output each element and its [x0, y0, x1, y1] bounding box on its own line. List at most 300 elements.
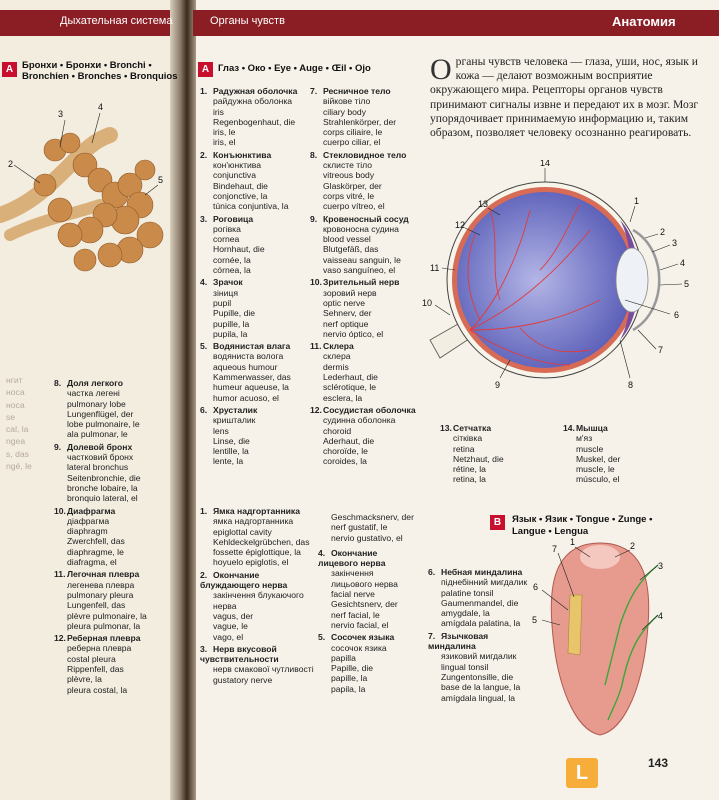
term-entry	[200, 277, 310, 339]
term-translation: corps vitré, le	[323, 190, 375, 201]
term-translation: Gaumenmandel, die	[441, 597, 519, 608]
eye-label: 14	[540, 160, 551, 168]
intro-paragraph	[430, 55, 700, 140]
term-translation: plèvre pulmonaire, la	[67, 610, 147, 621]
term-translation: сосочок язика	[331, 642, 387, 653]
term-translation: рогівка	[213, 223, 241, 234]
tongue-terms-column-1	[200, 506, 318, 687]
term-entry	[54, 633, 172, 695]
term-translation: costal pleura	[67, 653, 116, 664]
term-translation: pupille, la	[213, 318, 250, 329]
eye-section-title: Глаз • Око • Eye • Auge • Œil • Ojo	[218, 63, 371, 74]
term-title: Ямка надгортанника	[213, 506, 301, 516]
term-number: 10.	[310, 277, 322, 288]
fragment-line: s, das	[6, 448, 29, 459]
term-title: Нерв вкусовой чувствительности	[200, 643, 279, 665]
tongue-title-line1: Язык • Язик • Tongue • Zunge •	[512, 514, 653, 525]
term-translation: humor acuoso, el	[213, 392, 279, 403]
term-translation: зоровий нерв	[323, 287, 377, 298]
tongue-label: 1	[570, 537, 576, 547]
tongue-shape	[551, 543, 648, 735]
term-translation: lateral bronchus	[67, 462, 129, 473]
term-translation: Lederhaut, die	[323, 372, 378, 383]
term-translation: choroid	[323, 425, 352, 436]
term-number: 8.	[310, 149, 318, 160]
term-translation: Muskel, der	[576, 453, 621, 464]
term-translation: blood vessel	[323, 234, 371, 245]
term-entry	[200, 570, 318, 642]
term-translation: iris, le	[213, 127, 236, 138]
fragment-line: нгит	[6, 375, 23, 385]
eye-terms-column-4	[563, 423, 673, 487]
term-translation: Geschmacksnerv, der	[331, 512, 414, 522]
term-translation: Hornhaut, die	[213, 244, 265, 255]
term-heading	[440, 423, 550, 433]
term-entry	[318, 548, 418, 630]
term-heading	[54, 442, 172, 452]
term-title: Долевой бронх	[67, 441, 133, 452]
page-number: 143	[648, 756, 669, 770]
term-translation: amygdale, la	[441, 608, 490, 619]
eye-diagram	[420, 160, 710, 395]
tongue-col2-continuation	[318, 512, 418, 543]
term-entry	[200, 506, 318, 568]
term-heading	[54, 633, 172, 643]
term-translation: cornea	[213, 234, 240, 245]
term-entry	[54, 569, 172, 631]
tongue-label: 6	[533, 582, 539, 592]
term-title: Сосочек языка	[331, 632, 395, 643]
epiglottis-shape	[580, 545, 620, 569]
term-entry	[318, 632, 418, 694]
term-number: 3.	[200, 213, 208, 224]
bronchi-label: 5	[158, 175, 164, 185]
term-translation: muscle, le	[576, 464, 615, 475]
bronchi-title-line1: Бронхи • Бронхи • Bronchi •	[22, 60, 152, 71]
term-translation: язиковий мигдалик	[441, 651, 517, 662]
term-translation: реберна плевра	[67, 643, 132, 654]
eye-label: 8	[628, 380, 634, 390]
term-number: 7.	[428, 630, 436, 641]
term-entry	[54, 378, 172, 440]
term-heading	[200, 214, 310, 224]
term-title: Сосудистая оболочка	[323, 404, 416, 415]
term-translation: кровоносна судина	[323, 223, 399, 234]
term-translation: судинна оболонка	[323, 415, 396, 426]
term-title: Сетчатка	[453, 423, 492, 433]
term-translation: muscle	[576, 443, 604, 454]
term-translation: частковий бронх	[67, 452, 134, 463]
term-title: Роговица	[213, 213, 254, 224]
term-translation: нерв смакової чутливості	[213, 664, 314, 675]
term-title: Кровеносный сосуд	[323, 213, 409, 224]
vitreous-body-shape	[457, 192, 633, 368]
term-translation: choroïde, le	[323, 446, 368, 457]
term-number: 13.	[440, 423, 452, 433]
term-entry	[54, 442, 172, 504]
bronchi-title-line2: Bronchien • Bronches • Bronquios	[22, 71, 178, 82]
term-translation: закінчення блукаючого	[213, 590, 304, 601]
term-translation: Netzhaut, die	[453, 453, 504, 464]
term-translation: Papille, die	[331, 663, 374, 674]
term-title: Окончание блуждающего нерва	[200, 569, 288, 591]
term-translation: ala pulmonar, le	[67, 429, 128, 440]
term-entry	[440, 423, 550, 485]
term-number: 11.	[54, 569, 66, 580]
term-title: Ресничное тело	[323, 86, 391, 96]
term-translation: частка легені	[67, 388, 120, 399]
term-translation: vagus, der	[213, 610, 254, 621]
term-number: 10.	[54, 505, 66, 516]
term-title: Доля легкого	[67, 378, 123, 388]
eye-label: 9	[495, 380, 501, 390]
term-translation: hoyuelo epiglotis, el	[213, 557, 289, 568]
term-translation: Regenbogenhaut, die	[213, 116, 296, 127]
tongue-terms-column-2	[318, 512, 418, 696]
term-translation: córnea, la	[213, 265, 251, 276]
term-translation: Zwerchfell, das	[67, 536, 125, 547]
term-title: Зрительный нерв	[323, 277, 400, 288]
term-translation: bronquio lateral, el	[67, 493, 138, 504]
term-heading	[200, 150, 310, 160]
term-translation: cuerpo ciliar, el	[323, 137, 381, 148]
term-title: Легочная плевра	[67, 569, 140, 580]
term-translation: iris	[213, 106, 224, 117]
fragment-line: cal, la	[6, 424, 29, 435]
bronchi-label: 4	[98, 102, 104, 112]
term-translation: сітківка	[453, 433, 483, 444]
tongue-title-line2: Langue • Lengua	[512, 526, 589, 537]
term-translation: Glaskörper, der	[323, 180, 382, 191]
term-translation: lentille, la	[213, 446, 249, 457]
term-translation: humeur aqueuse, la	[213, 382, 289, 393]
tongue-label: 7	[552, 544, 558, 554]
term-number: 6.	[428, 567, 436, 577]
term-heading	[200, 341, 310, 351]
eye-label: 10	[422, 298, 433, 308]
term-entry	[310, 341, 425, 403]
term-translation: nerf gustatif, le	[331, 522, 388, 533]
term-title: Реберная плевра	[67, 633, 141, 644]
right-header-text: Анатомия	[612, 14, 676, 29]
term-heading	[200, 644, 318, 665]
term-translation: corps ciliaire, le	[323, 127, 383, 138]
term-translation: Linse, die	[213, 435, 250, 446]
term-title: Язычковая миндалина	[428, 630, 489, 652]
watermark-logo: L	[566, 758, 598, 788]
term-number: 5.	[318, 632, 326, 643]
term-translation: водяниста волога	[213, 351, 284, 362]
term-translation: склисте тіло	[323, 160, 373, 171]
term-translation: túnica conjuntiva, la	[213, 201, 289, 212]
term-entry	[200, 86, 310, 148]
term-heading	[310, 150, 425, 160]
term-translation: lingual tonsil	[441, 661, 489, 672]
term-translation: amígdala lingual, la	[441, 692, 516, 703]
term-entry	[54, 506, 172, 568]
term-translation: Strahlenkörper, der	[323, 116, 397, 127]
term-number: 4.	[200, 277, 208, 288]
term-translation: lente, la	[213, 456, 244, 467]
eye-label: 12	[455, 220, 466, 230]
term-title: Мышца	[576, 423, 608, 433]
tongue-terms-column-3	[428, 567, 538, 705]
term-entry	[428, 631, 538, 703]
term-entry	[200, 214, 310, 276]
term-translation: base de la langue, la	[441, 682, 521, 693]
term-translation: pupila, la	[213, 328, 248, 339]
eye-label: 3	[672, 238, 678, 248]
term-heading	[54, 378, 172, 388]
eye-label: 2	[660, 227, 666, 237]
term-translation: vaisseau sanguin, le	[323, 254, 401, 265]
term-translation: retina	[453, 443, 475, 454]
term-translation: ямка надгортанника	[213, 516, 294, 527]
term-translation: rétine, la	[453, 464, 486, 475]
term-number: 14.	[563, 423, 575, 433]
term-translation: Lungenfell, das	[67, 600, 126, 611]
eye-label: 13	[478, 199, 489, 209]
term-translation: esclera, la	[323, 392, 363, 403]
term-translation: diafragma, el	[67, 557, 117, 568]
term-translation: diaphragme, le	[67, 546, 124, 557]
book-gutter	[170, 0, 196, 800]
term-number: 7.	[310, 86, 318, 96]
intro-text: рганы чувств человека — глаза, уши, нос, язык и кожа — делают возможным восприятие окружающего мира. Рецепторы органов чувств принимают сигналы извне и передают их в мозг. Мозг упорядочивает принимаемую информацию и, таким образом, позволяет человеку осознанно реагировать.	[430, 55, 699, 140]
term-translation: Seitenbronchie, die	[67, 472, 141, 483]
section-a-badge: A	[198, 62, 213, 77]
term-translation: кришталик	[213, 415, 256, 426]
fragment-line: ngea	[6, 436, 26, 447]
term-number: 4.	[318, 547, 326, 558]
term-translation: amígdala palatina, la	[441, 618, 521, 629]
term-heading	[428, 631, 538, 652]
term-translation: vague, le	[213, 621, 248, 632]
term-entry	[310, 214, 425, 276]
term-translation: bronche lobaire, la	[67, 482, 138, 493]
drop-cap: О	[430, 53, 452, 86]
tongue-label: 3	[658, 561, 664, 571]
term-translation: diaphragm	[67, 526, 108, 537]
term-heading	[200, 277, 310, 287]
tongue-label: 5	[532, 615, 538, 625]
term-translation: optic nerve	[323, 297, 366, 308]
eye-label: 1	[634, 196, 640, 206]
leader-line	[14, 165, 40, 183]
term-heading	[563, 423, 673, 433]
term-translation: діафрагма	[67, 515, 110, 526]
term-translation: cornée, la	[213, 254, 251, 265]
term-translation: зіниця	[213, 287, 238, 298]
term-heading	[200, 86, 310, 96]
term-translation: retina, la	[453, 474, 486, 485]
term-translation: нерва	[213, 600, 237, 611]
term-heading	[54, 506, 172, 516]
term-translation: війкове тіло	[323, 96, 371, 107]
term-translation: gustatory nerve	[213, 674, 273, 685]
term-translation: Sehnerv, der	[323, 308, 372, 319]
term-translation: nervio gustativo, el	[331, 532, 403, 543]
term-number: 8.	[54, 378, 62, 388]
term-translation: dermis	[323, 361, 349, 372]
term-translation: кон'юнктива	[213, 160, 262, 171]
term-heading	[310, 86, 425, 96]
fragment-line: носа	[6, 387, 25, 398]
bronchi-terms-column	[54, 378, 172, 697]
term-translation: pulmonary lobe	[67, 398, 126, 409]
term-entry	[200, 405, 310, 467]
term-number: 3.	[200, 643, 208, 654]
term-translation: Lungenflügel, der	[67, 408, 134, 419]
term-translation: fossette épiglottique, la	[213, 547, 301, 558]
eye-label: 7	[658, 345, 664, 355]
term-translation: Blutgefäß, das	[323, 244, 379, 255]
fragment-line: se	[6, 411, 16, 422]
term-translation: sclérotique, le	[323, 382, 377, 393]
term-number: 1.	[200, 86, 208, 96]
term-translation: facial nerve	[331, 589, 375, 600]
term-heading	[310, 405, 425, 415]
tongue-col2-entries	[318, 548, 418, 694]
term-heading	[318, 548, 418, 569]
term-translation: nervio óptico, el	[323, 328, 384, 339]
tonsil-shape	[568, 595, 582, 655]
term-entry	[310, 150, 425, 212]
section-a-badge-left: A	[2, 62, 17, 77]
term-heading	[310, 341, 425, 351]
term-translation: Bindehaut, die	[213, 180, 268, 191]
term-translation: pleura pulmonar, la	[67, 620, 141, 631]
term-translation: plèvre, la	[67, 674, 102, 685]
term-entry	[310, 86, 425, 148]
term-number: 9.	[54, 441, 62, 452]
fragment-line: носа	[6, 399, 25, 410]
term-translation: aqueous humour	[213, 361, 278, 372]
term-translation: лицьового нерва	[331, 578, 398, 589]
term-translation: Gesichtsnerv, der	[331, 599, 398, 610]
term-entry	[200, 150, 310, 212]
term-translation: райдужна оболонка	[213, 96, 293, 107]
term-title: Стекловидное тело	[323, 149, 407, 160]
term-translation: lens	[213, 425, 229, 436]
term-translation: epiglottal cavity	[213, 526, 272, 537]
eye-label: 5	[684, 279, 690, 289]
term-entry	[310, 277, 425, 339]
term-number: 9.	[310, 213, 318, 224]
term-translation: Kammerwasser, das	[213, 372, 291, 383]
term-title: Конъюнктива	[213, 149, 272, 160]
term-heading	[200, 570, 318, 591]
term-title: Зрачок	[213, 277, 243, 288]
term-translation: nerf facial, le	[331, 609, 380, 620]
tongue-label: 4	[658, 611, 664, 621]
term-translation: nervio facial, el	[331, 619, 389, 630]
term-entry	[200, 644, 318, 685]
term-heading	[318, 632, 418, 642]
term-translation: vitreous body	[323, 170, 375, 181]
term-entry	[310, 405, 425, 467]
term-translation: coroides, la	[323, 456, 367, 467]
term-heading	[54, 569, 172, 579]
term-translation: піднебінний мигдалик	[441, 577, 528, 588]
term-translation: м'яз	[576, 433, 593, 444]
term-title: Небная миндалина	[441, 567, 523, 577]
eye-label: 11	[430, 263, 440, 273]
left-header-text: Дыхательная система	[60, 15, 173, 27]
eye-terms-column-3	[440, 423, 550, 487]
term-translation: pulmonary pleura	[67, 589, 134, 600]
term-translation: vaso sanguíneo, el	[323, 265, 396, 276]
term-heading	[310, 277, 425, 287]
eye-label: 6	[674, 310, 680, 320]
term-translation: conjunctiva	[213, 170, 256, 181]
term-translation: papille, la	[331, 673, 368, 684]
eye-label: 4	[680, 258, 686, 268]
center-header-text: Органы чувств	[210, 15, 285, 27]
term-number: 6.	[200, 404, 208, 415]
eye-terms-column-1	[200, 86, 310, 469]
term-translation: lobe pulmonaire, le	[67, 419, 140, 430]
term-translation: Zungentonsille, die	[441, 671, 514, 682]
term-translation: conjonctive, la	[213, 190, 268, 201]
term-number: 11.	[310, 341, 322, 352]
term-entry	[428, 567, 538, 629]
term-translation: Kehldeckelgrübchen, das	[213, 536, 310, 547]
term-translation: papila, la	[331, 683, 366, 694]
term-number: 1.	[200, 506, 208, 516]
term-number: 2.	[200, 149, 208, 160]
term-translation: Pupille, die	[213, 308, 256, 319]
term-translation: iris, el	[213, 137, 236, 148]
term-translation: músculo, el	[576, 474, 620, 485]
term-title: Склера	[323, 341, 354, 352]
term-number: 2.	[200, 569, 208, 580]
eye-terms-column-2	[310, 86, 425, 469]
term-title: Водянистая влага	[213, 341, 291, 352]
term-title: Окончание лицевого нерва	[318, 547, 386, 569]
term-number: 12.	[54, 633, 66, 644]
term-translation: pleura costal, la	[67, 684, 128, 695]
term-translation: склера	[323, 351, 351, 362]
term-translation: palatine tonsil	[441, 587, 494, 598]
term-title: Диафрагма	[67, 505, 116, 516]
term-translation: Rippenfell, das	[67, 664, 124, 675]
tongue-label: 2	[630, 541, 636, 551]
bronchi-label: 2	[8, 159, 14, 169]
term-entry	[200, 341, 310, 403]
term-translation: ciliary body	[323, 106, 366, 117]
term-translation: papilla	[331, 652, 356, 663]
term-heading	[200, 506, 318, 516]
term-translation: pupil	[213, 297, 232, 308]
term-translation: vago, el	[213, 631, 244, 642]
term-title: Хрусталик	[213, 404, 258, 415]
term-translation: Aderhaut, die	[323, 435, 375, 446]
leader-line	[145, 185, 158, 195]
fragment-line: ngé, le	[6, 461, 32, 472]
term-heading	[310, 214, 425, 224]
term-translation: cuerpo vítreo, el	[323, 201, 385, 212]
term-translation: закінчення	[331, 568, 374, 579]
term-heading	[200, 405, 310, 415]
bronchi-illustration	[0, 95, 172, 295]
term-heading	[428, 567, 538, 577]
term-translation: nerf optique	[323, 318, 369, 329]
tongue-diagram	[530, 535, 670, 745]
term-title: Радужная оболочка	[213, 86, 298, 96]
bronchi-label: 3	[58, 109, 64, 119]
term-entry	[563, 423, 673, 485]
